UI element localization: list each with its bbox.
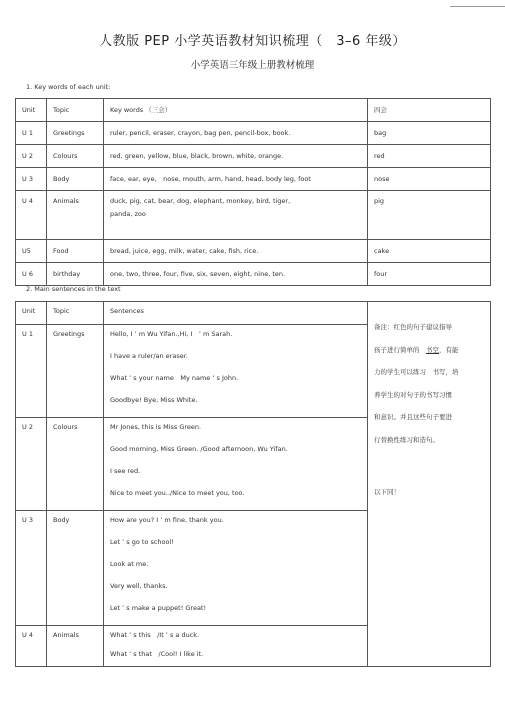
- cell-unit: U 4: [16, 626, 47, 667]
- cell-four-skills: four: [368, 263, 491, 286]
- table-row: [16, 145, 491, 168]
- cell-topic: Body: [47, 168, 104, 191]
- sentence: Nice to meet you../Nice to meet you, too.: [110, 489, 245, 497]
- header-sentences: Sentences: [104, 302, 368, 325]
- section-1-heading: 1. Key words of each unit:: [26, 83, 111, 91]
- cell-topic: Colours: [47, 145, 104, 168]
- cell-topic: Colours: [47, 418, 104, 511]
- cell-unit: U 2: [16, 418, 47, 511]
- sentence: I see red.: [110, 467, 141, 475]
- words-line-1: duck, pig, cat, bear, dog, elephant, monkey, bird, tiger,: [110, 197, 291, 205]
- header-topic: Topic: [47, 302, 104, 325]
- cell-unit: U 1: [16, 122, 47, 145]
- cell-topic: Body: [47, 511, 104, 626]
- note-highlight: 书空: [426, 345, 439, 354]
- table-row: [16, 240, 491, 263]
- cell-sentences: [104, 626, 368, 667]
- sentence: Let ’ s go to school!: [110, 538, 174, 546]
- cell-unit: U 3: [16, 511, 47, 626]
- cell-words: bread, juice, egg, milk, water, cake, fish, rice.: [104, 240, 368, 263]
- table-row: [16, 168, 491, 191]
- header-key-words: Key words （三会）: [104, 99, 368, 122]
- cell-unit: U 3: [16, 168, 47, 191]
- cell-topic: Greetings: [47, 122, 104, 145]
- cell-unit: U 6: [16, 263, 47, 286]
- note-line: 以下同！: [374, 488, 400, 496]
- cell-sentences: [104, 418, 368, 511]
- cell-four-skills: nose: [368, 168, 491, 191]
- sentence: Let ’ s make a puppet! Great!: [110, 604, 207, 612]
- note-line: 养学生的对句子的书写习惯: [374, 390, 452, 399]
- sentence: What ’ s this /It ’ s a duck.: [110, 631, 200, 639]
- cell-four-skills: bag: [368, 122, 491, 145]
- cell-topic: Greetings: [47, 325, 104, 418]
- cell-unit: U 1: [16, 325, 47, 418]
- page-subtitle: 小学英语三年级上册教材梳理: [190, 60, 315, 71]
- header-four-skills: 四会: [368, 99, 491, 122]
- main-sentences-table: [15, 301, 491, 667]
- header-rule: [450, 6, 505, 7]
- cell-topic: birthday: [47, 263, 104, 286]
- cell-four-skills: cake: [368, 240, 491, 263]
- cell-four-skills: red: [368, 145, 491, 168]
- note-line: 和意识。并且这些句子要进: [374, 413, 452, 421]
- table-row: [16, 263, 491, 286]
- cell-sentences: [104, 511, 368, 626]
- key-words-table: [15, 98, 491, 286]
- cell-words: ruler, pencil, eraser, crayon, bag pen, pencil-box, book.: [104, 122, 368, 145]
- words-line-2: panda, zoo: [110, 210, 146, 218]
- cell-topic: Animals: [47, 191, 104, 240]
- header-topic: Topic: [47, 99, 104, 122]
- cell-words: face, ear, eye, nose, mouth, arm, hand, head, body leg, foot: [104, 168, 368, 191]
- sentence: What ’ s your name My name ’ s John.: [110, 374, 239, 382]
- sentence: Look at me.: [110, 560, 149, 568]
- sentence: Good morning, Miss Green. /Good afternoon, Wu Yifan.: [110, 445, 288, 453]
- cell-unit: U 4: [16, 191, 47, 240]
- teacher-note: [368, 302, 491, 667]
- table-row: [16, 122, 491, 145]
- header-unit: Unit: [16, 99, 47, 122]
- cell-topic: Food: [47, 240, 104, 263]
- cell-words: red, green, yellow, blue, black, brown, white, orange.: [104, 145, 368, 168]
- cell-four-skills: pig: [368, 191, 491, 240]
- header-unit: Unit: [16, 302, 47, 325]
- cell-words: [104, 191, 368, 240]
- table-header-row: [16, 99, 491, 122]
- sentence: I have a ruler/an eraser.: [110, 352, 188, 360]
- note-text: 孩子进行简单的: [374, 345, 420, 354]
- note-line: 备注：红色的句子建议指导: [374, 323, 452, 331]
- note-line: 力的学生可以练习 书写，培: [374, 368, 459, 376]
- sentence: Goodbye! Bye, Miss White.: [110, 396, 198, 404]
- sentence: What ’ s that /Cool! I like it.: [110, 650, 204, 658]
- cell-unit: U 2: [16, 145, 47, 168]
- sentence: Very well, thanks.: [110, 582, 168, 590]
- table-header-row: [16, 302, 491, 325]
- sentence: Hello, I ’ m Wu Yifan.,Hi, I ’ m Sarah.: [110, 330, 233, 338]
- cell-sentences: [104, 325, 368, 418]
- note-line: 行替换性练习和造句。: [374, 435, 439, 444]
- page-title: 人教版 PEP 小学英语教材知识梳理（ 3–6 年级）: [99, 34, 406, 49]
- cell-topic: Animals: [47, 626, 104, 667]
- sentence: Mr Jones, this is Miss Green.: [110, 423, 202, 431]
- cell-unit: U5: [16, 240, 47, 263]
- sentence: How are you? I ’ m fine, thank you.: [110, 516, 224, 524]
- note-text: ，有能: [439, 345, 459, 354]
- table-row: [16, 191, 491, 240]
- note-line: [374, 339, 484, 362]
- section-2-heading: 2. Main sentences in the text: [26, 285, 121, 293]
- cell-words: one, two, three, four, five, six, seven, eight, nine, ten.: [104, 263, 368, 286]
